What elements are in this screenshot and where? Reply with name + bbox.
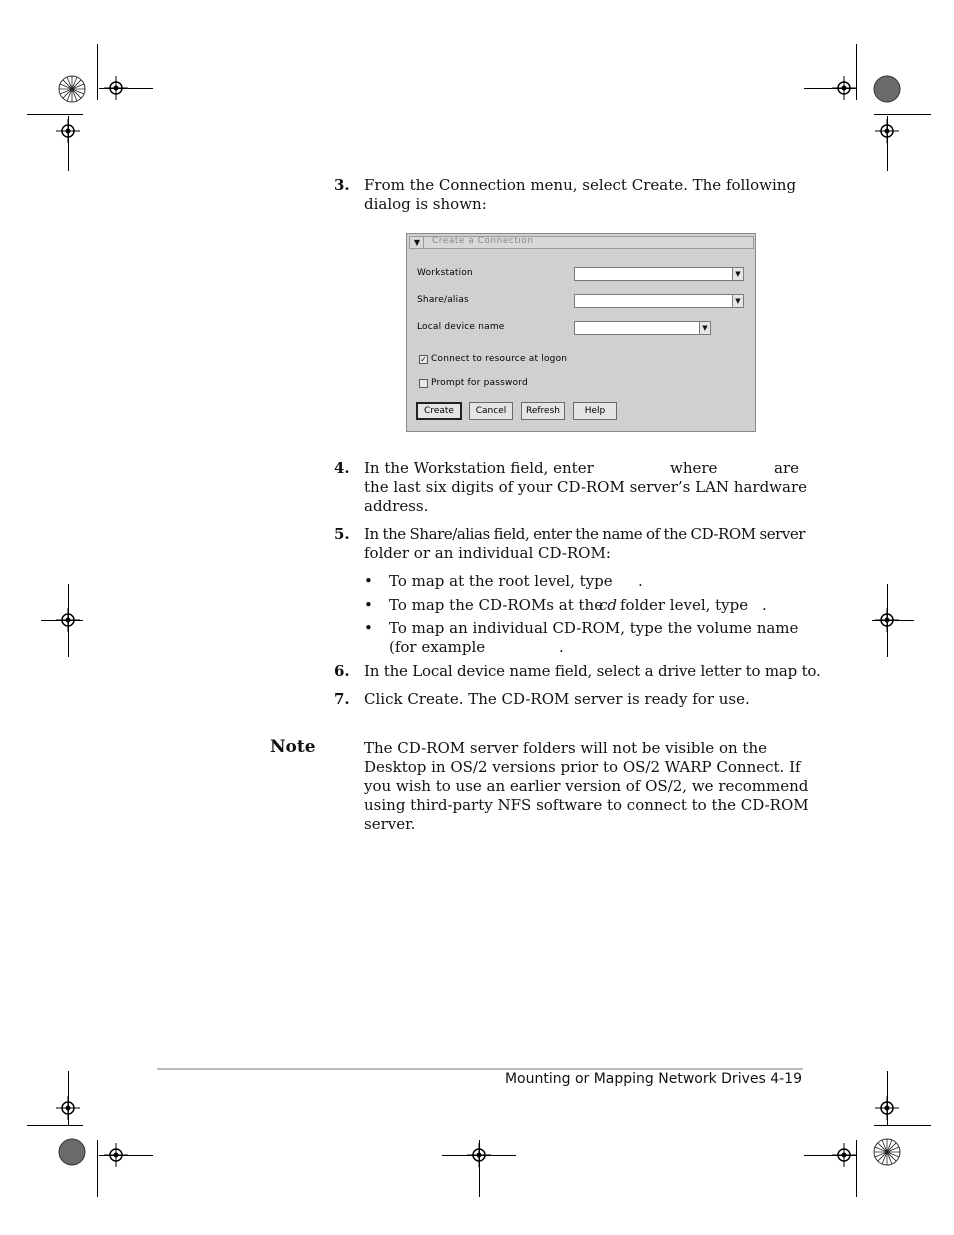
registration-target-icon <box>467 1143 491 1167</box>
prompt-password-checkbox[interactable] <box>419 379 428 388</box>
cancel-button[interactable]: Cancel <box>469 402 513 420</box>
step-text: folder or an individual CD-ROM: <box>364 544 611 562</box>
registration-target-icon <box>875 1096 899 1120</box>
step-text: where <box>670 459 718 477</box>
bullet-text: To map an individual CD-ROM, type the volume name <box>389 619 799 637</box>
note-label: Note <box>270 737 316 757</box>
step-text: In the Local device name field, select a drive letter to map to. <box>364 662 821 680</box>
connect-at-logon-label: Connect to resource at logon <box>431 354 568 364</box>
step-text: Click Create. The CD-ROM server is ready for use. <box>364 690 750 708</box>
step-text: address. <box>364 497 429 515</box>
refresh-button[interactable]: Refresh <box>521 402 565 420</box>
bullet-text: To map at the root level, type <box>389 572 613 590</box>
prompt-password-label: Prompt for password <box>431 378 528 388</box>
connect-at-logon-checkbox[interactable]: ✓ <box>420 355 427 364</box>
create-connection-dialog <box>406 233 756 432</box>
step-text: are <box>774 459 799 477</box>
starburst-icon <box>873 1138 901 1166</box>
note-text: server. <box>364 815 416 833</box>
share-alias-combo[interactable] <box>574 294 744 308</box>
step-text: In the Workstation field, enter <box>364 459 594 477</box>
registration-target-icon <box>104 76 128 100</box>
step-number: 4. <box>334 459 350 477</box>
local-device-combo[interactable] <box>574 321 711 335</box>
step-number: 3. <box>334 176 350 194</box>
step-number: 5. <box>334 525 350 543</box>
note-text: you wish to use an earlier version of OS/2, we recommend <box>364 777 809 795</box>
bullet-text: (for example <box>389 638 486 656</box>
step-text: In the Share/alias field, enter the name of the CD-ROM server <box>364 525 806 543</box>
step-number: 7. <box>334 690 350 708</box>
registration-target-icon <box>56 608 80 632</box>
workstation-label: Workstation <box>417 268 473 278</box>
note-text: using third-party NFS software to connect to the CD-ROM <box>364 796 809 814</box>
bullet-text: folder level, type <box>620 596 749 614</box>
footer-text: Mounting or Mapping Network Drives 4-19 <box>504 1071 802 1087</box>
starburst-icon <box>58 75 86 103</box>
dialog-titlebar <box>409 236 754 249</box>
bullet-emphasis: cd <box>599 596 618 614</box>
bullet-text: . <box>559 638 564 656</box>
registration-target-icon <box>56 119 80 143</box>
step-text: the last six digits of your CD-ROM server’s LAN hardware <box>364 478 807 496</box>
help-button[interactable]: Help <box>573 402 617 420</box>
gray-circle-icon <box>873 75 901 103</box>
step-number: 6. <box>334 662 350 680</box>
step-text: From the Connection menu, select Create. The following <box>364 176 797 194</box>
bullet-text: . <box>638 572 643 590</box>
dialog-title: Create a Connection <box>432 236 534 246</box>
registration-target-icon <box>875 119 899 143</box>
registration-target-icon <box>832 76 856 100</box>
chevron-down-icon[interactable]: ▼ <box>732 295 743 307</box>
bullet-text: . <box>762 596 767 614</box>
registration-target-icon <box>104 1143 128 1167</box>
chevron-down-icon[interactable]: ▼ <box>699 322 710 334</box>
step-text: dialog is shown: <box>364 195 487 213</box>
chevron-down-icon[interactable]: ▼ <box>732 268 743 280</box>
note-text: Desktop in OS/2 versions prior to OS/2 WARP Connect. If <box>364 758 801 776</box>
workstation-combo[interactable] <box>574 267 744 281</box>
gray-circle-icon <box>58 1138 86 1166</box>
chevron-down-icon[interactable]: ▼ <box>411 237 424 248</box>
note-text: The CD-ROM server folders will not be visible on the <box>364 739 767 757</box>
bullet-text: To map the CD-ROMs at the <box>389 596 604 614</box>
bullet-icon: • <box>364 572 373 590</box>
registration-target-icon <box>875 608 899 632</box>
create-button[interactable]: Create <box>416 402 462 420</box>
bullet-icon: • <box>364 619 373 637</box>
share-alias-label: Share/alias <box>417 295 469 305</box>
registration-target-icon <box>832 1143 856 1167</box>
registration-target-icon <box>56 1096 80 1120</box>
bullet-icon: • <box>364 596 373 614</box>
local-device-label: Local device name <box>417 322 505 332</box>
footer-rule <box>157 1068 803 1070</box>
